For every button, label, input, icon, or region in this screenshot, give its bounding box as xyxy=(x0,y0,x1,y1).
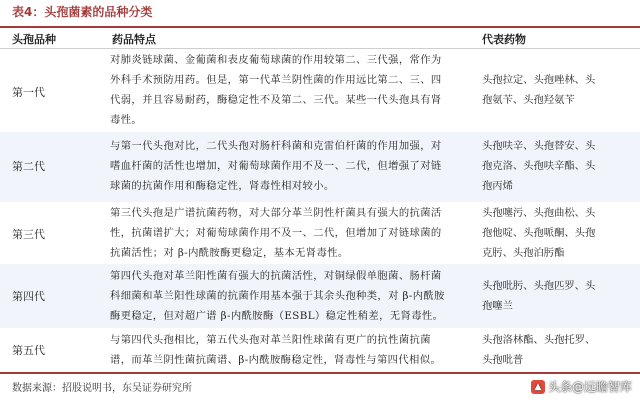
watermark xyxy=(531,378,632,395)
drugs-line: 头孢洛林酯、头孢托罗、 xyxy=(482,334,596,346)
generation-label: 第四代 xyxy=(12,290,45,303)
generation-label: 第三代 xyxy=(12,228,45,241)
drugs-text xyxy=(482,276,632,316)
drugs-line: 孢丙烯 xyxy=(482,180,513,192)
features-line: 与第一代头孢对比，二代头孢对肠杆科菌和克雷伯杆菌的作用加强，对 xyxy=(110,140,442,152)
features-line: 对肺炎链球菌、金葡菌和表皮葡萄球菌的作用较第二、三代强，常作为 xyxy=(110,54,442,66)
title-bar xyxy=(0,0,640,28)
features-text xyxy=(110,203,450,263)
drugs-line: 头孢呋辛、头孢替安、头 xyxy=(482,140,596,152)
drugs-text xyxy=(482,330,632,370)
features-line: 谱，而革兰阴性菌抗菌谱、β-内酰胺酶稳定性，肾毒性与第四代相似。 xyxy=(110,354,442,366)
features-line: 嗜血杆菌的活性也增加，对葡萄球菌作用不及一、二代，但增强了对链 xyxy=(110,160,442,172)
drugs-line: 孢克洛、头孢呋辛酯、头 xyxy=(482,160,596,172)
header-drugs: 代表药物 xyxy=(482,33,526,46)
drugs-line: 克肟、头孢泊肟酯 xyxy=(482,247,565,259)
drugs-line: 头孢拉定、头孢唑林、头 xyxy=(482,74,596,86)
drugs-line: 头孢吡肟、头孢匹罗、头 xyxy=(482,280,596,292)
features-line: 科细菌和革兰阳性球菌的抗菌作用基本强于其余头孢种类，对 β-内酰胺 xyxy=(110,290,445,302)
table-title: 表4：头孢菌素的品种分类 xyxy=(12,5,153,19)
drugs-line: 孢氨苄、头孢羟氨苄 xyxy=(482,94,575,106)
table-row xyxy=(0,132,640,202)
toutiao-logo-icon: ▲ xyxy=(531,380,545,394)
features-line: 第四代头孢对革兰阳性菌有强大的抗菌活性，对铜绿假单胞菌、肠杆菌 xyxy=(110,270,442,282)
table-row xyxy=(0,202,640,264)
table-header xyxy=(0,28,640,49)
features-line: 球菌的抗菌作用和酶稳定性，肾毒性相对较小。 xyxy=(110,180,335,192)
drugs-text xyxy=(482,136,632,196)
features-text xyxy=(110,330,450,370)
header-generation: 头孢品种 xyxy=(12,33,56,46)
features-line: 代弱，并且容易耐药，酶稳定性不及第二、三代。某些一代头孢具有肾 xyxy=(110,94,442,106)
drugs-line: 孢噻兰 xyxy=(482,300,513,312)
drugs-line: 孢他啶、头孢哌酮、头孢 xyxy=(482,227,596,239)
bottom-rule xyxy=(0,372,640,374)
table-row xyxy=(0,328,640,372)
drugs-line: 头孢吡普 xyxy=(482,354,524,366)
features-line: 酶更稳定，但对超广谱 β-内酰胺酶（ESBL）稳定性稍差，无肾毒性。 xyxy=(110,310,444,322)
features-text xyxy=(110,50,450,130)
table-row xyxy=(0,50,640,132)
features-line: 外科手术预防用药。但是，第一代革兰阴性菌的作用远比第二、三、四 xyxy=(110,74,442,86)
features-line: 第三代头孢是广谱抗菌药物，对大部分革兰阴性杆菌具有强大的抗菌活 xyxy=(110,207,442,219)
features-line: 毒性。 xyxy=(110,114,143,126)
source-note: 数据来源：招股说明书，东吴证券研究所 xyxy=(12,383,192,394)
drugs-line: 头孢噻污、头孢曲松、头 xyxy=(482,207,596,219)
features-line: 性，抗菌谱扩大；对葡萄球菌作用不及一、二代，但增加了对链球菌的 xyxy=(110,227,442,239)
drugs-text xyxy=(482,70,632,110)
generation-label: 第五代 xyxy=(12,344,45,357)
watermark-text: 头条@远瞻智库 xyxy=(547,380,632,394)
generation-label: 第一代 xyxy=(12,86,45,99)
features-text xyxy=(110,266,450,326)
table-row xyxy=(0,264,640,328)
features-line: 抗菌活性；对 β-内酰胺酶更稳定，基本无肾毒性。 xyxy=(110,247,349,259)
features-text xyxy=(110,136,450,196)
features-line: 与第四代头孢相比，第五代头孢对革兰阳性球菌有更广的抗性菌抗菌 xyxy=(110,334,431,346)
drugs-text xyxy=(482,203,632,263)
header-features: 药品特点 xyxy=(112,33,156,46)
generation-label: 第二代 xyxy=(12,160,45,173)
